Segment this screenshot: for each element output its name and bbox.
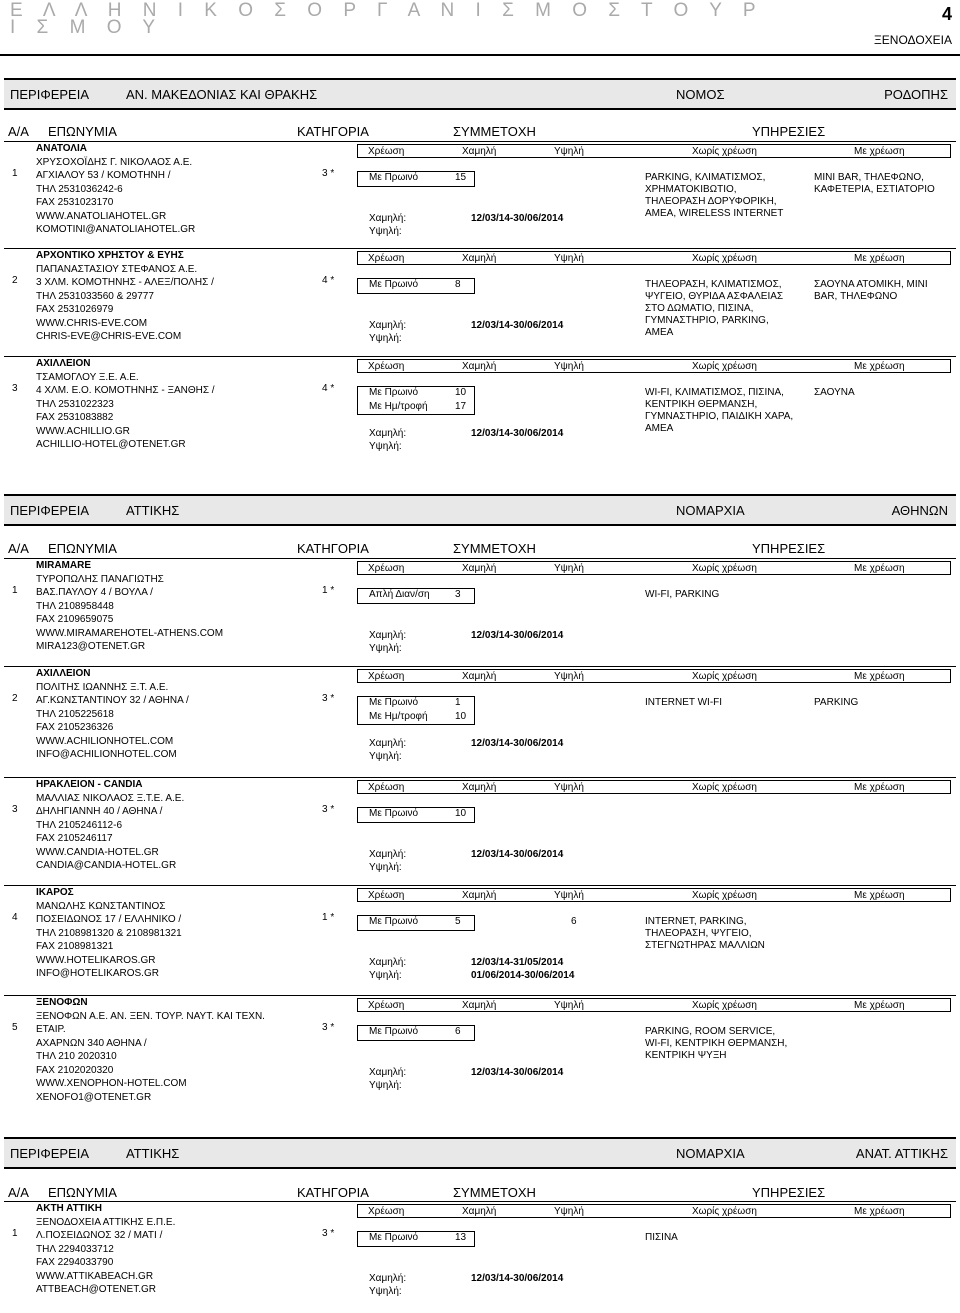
hotel-web: WWW.ACHILIONHOTEL.COM [36, 735, 174, 747]
hotel-owner: ΕΤΑΙΡ. [36, 1024, 66, 1035]
entry-number: 1 [12, 585, 18, 596]
hotel-owner: ΤΥΡΟΠΩΛΗΣ ΠΑΝΑΓΙΩΤΗΣ [36, 573, 164, 585]
entry-number: 3 [12, 383, 18, 394]
services-free: ΠΙΣΙΝΑ [645, 1232, 678, 1243]
rate-header-free: Χωρίς χρέωση [692, 782, 757, 793]
rate-header-low: Χαμηλή [462, 361, 497, 372]
column-category: ΚΑΤΗΓΟΡΙΑ [297, 541, 369, 556]
hotel-name: ΑΡΧΟΝΤΙΚΟ ΧΡΗΣΤΟΥ & ΕΥΗΣ [36, 250, 184, 261]
hotel-address: Λ.ΠΟΣΕΙΔΩΝΟΣ 32 / ΜΑΤΙ / [36, 1230, 163, 1241]
hotel-web: WWW.MIRAMAREHOTEL-ATHENS.COM [36, 627, 224, 639]
rate-table-header [357, 669, 951, 683]
hotel-name: ΑΚΤΗ ΑΤΤΙΚΗ [36, 1203, 103, 1214]
season-low-label: Χαμηλή: [369, 737, 407, 749]
column-name: ΕΠΩΝΥΜΙΑ [48, 124, 117, 139]
season-low-label: Χαμηλή: [369, 1272, 407, 1284]
hotel-email: MIRA123@OTENET.GR [36, 641, 146, 652]
column-participation: ΣΥΜΜΕΤΟΧΗ [453, 1185, 536, 1200]
region-label: ΠΕΡΙΦΕΡΕΙΑ [10, 1146, 90, 1161]
region-header [4, 78, 956, 110]
column-services: ΥΠΗΡΕΣΙΕΣ [752, 1185, 826, 1200]
hotel-info [36, 886, 306, 981]
rate-table [357, 669, 951, 764]
rate-low: 13 [455, 1232, 467, 1243]
hotel-address: ΔΗΛΗΓΙΑΝΝΗ 40 / ΑΘΗΝΑ / [36, 806, 163, 817]
spacer [357, 373, 951, 387]
rate-low: 5 [455, 916, 461, 927]
rate-low: 6 [455, 1026, 461, 1037]
hotel-info [36, 1202, 306, 1297]
hotel-name: ΙΚΑΡΟΣ [36, 887, 74, 898]
column-services: ΥΠΗΡΕΣΙΕΣ [752, 541, 826, 556]
region-name: ΑΝ. ΜΑΚΕΔΟΝΙΑΣ ΚΑΙ ΘΡΑΚΗΣ [126, 87, 318, 102]
hotel-name: ΑΧΙΛΛΕΙΟΝ [36, 358, 91, 369]
region-header [4, 1137, 956, 1169]
rate-header-high: Υψηλή [554, 563, 584, 574]
column-aa: Α/Α [8, 541, 29, 556]
rate-header-free: Χωρίς χρέωση [692, 563, 757, 574]
rate-header-low: Χαμηλή [462, 782, 497, 793]
hotel-owner: ΧΡΥΣΟΧΟΪΔΗΣ Γ. ΝΙΚΟΛΑΟΣ Α.Ε. [36, 156, 193, 168]
hotel-entry [4, 249, 956, 353]
rate-box [357, 696, 475, 725]
hotel-email: CANDIA@CANDIA-HOTEL.GR [36, 860, 177, 871]
spacer [357, 683, 951, 697]
rate-box [357, 386, 475, 415]
season-high-row [357, 440, 951, 454]
rate-header-high: Υψηλή [554, 361, 584, 372]
hotel-owner: ΜΑΝΩΛΗΣ ΚΩΝΣΤΑΝΤΙΝΟΣ [36, 900, 166, 912]
hotel-phone: ΤΗΛ 210 2020310 [36, 1051, 117, 1062]
rate-table-header [357, 251, 951, 265]
season-high-row [357, 225, 951, 239]
season-low-period: 12/03/14-30/06/2014 [471, 212, 564, 224]
hotel-web: WWW.HOTELIKAROS.GR [36, 954, 156, 966]
hotel-entry [4, 996, 956, 1103]
rate-header-high: Υψηλή [554, 1206, 584, 1217]
region-label: ΠΕΡΙΦΕΡΕΙΑ [10, 87, 90, 102]
entry-number: 5 [12, 1022, 18, 1033]
district-label: ΝΟΜΑΡΧΙΑ [676, 1146, 745, 1161]
rate-type: Με Πρωινό [369, 697, 419, 708]
region-name: ΑΤΤΙΚΗΣ [126, 503, 180, 518]
season-high-label: Υψηλή: [369, 643, 402, 654]
hotel-name: ΑΧΙΛΛΕΙΟΝ [36, 668, 91, 679]
season-high-period: 01/06/2014-30/06/2014 [471, 970, 575, 981]
hotel-entry [4, 559, 956, 663]
hotel-owner: ΞΕΝΟΔΟΧΕΙΑ ΑΤΤΙΚΗΣ Ε.Π.Ε. [36, 1216, 176, 1228]
season-low-label: Χαμηλή: [369, 1066, 407, 1078]
season-high-row [357, 861, 951, 875]
rate-header-paid: Με χρέωση [854, 890, 905, 901]
column-category: ΚΑΤΗΓΟΡΙΑ [297, 1185, 369, 1200]
rate-low: 10 [455, 710, 467, 722]
hotel-name: ΗΡΑΚΛΕΙΟΝ - CANDIA [36, 779, 143, 790]
spacer [357, 265, 951, 279]
hotel-name: ΞΕΝΟΦΩΝ [36, 997, 88, 1008]
rate-header-paid: Με χρέωση [854, 1000, 905, 1011]
hotel-category: 4 * [322, 275, 335, 286]
services-paid: MINI BAR, ΤΗΛΕΦΩΝΟ, ΚΑΦΕΤΕΡΙΑ, ΕΣΤΙΑΤΟΡΙΟ [814, 172, 935, 195]
column-participation: ΣΥΜΜΕΤΟΧΗ [453, 541, 536, 556]
divider [0, 54, 960, 56]
hotel-name: ΑΝΑΤΟΛΙΑ [36, 143, 87, 154]
hotel-email: KOMOTINI@ANATOLIAHOTEL.GR [36, 224, 196, 235]
hotel-entry [4, 778, 956, 882]
season-low-row [357, 956, 951, 970]
district-label: ΝΟΜΑΡΧΙΑ [676, 503, 745, 518]
rate-table [357, 1204, 951, 1299]
rate-table-header [357, 561, 951, 575]
district-name: ΑΘΗΝΩΝ [891, 503, 948, 518]
services-paid: ΣΑΟΥΝΑ ΑΤΟΜΙΚΗ, MINI BAR, ΤΗΛΕΦΩΝΟ [814, 279, 928, 302]
season-low-row [357, 629, 951, 643]
rate-type: Με Πρωινό [369, 808, 419, 819]
hotel-owner: ΤΣΑΜΟΓΛΟΥ Ξ.Ε. Α.Ε. [36, 371, 139, 383]
rate-table-header [357, 359, 951, 373]
hotel-web: WWW.ACHILLIO.GR [36, 425, 130, 437]
spacer [357, 1245, 951, 1259]
rate-header-free: Χωρίς χρέωση [692, 146, 757, 157]
hotel-fax: FAX 2531023170 [36, 197, 114, 208]
services-paid: PARKING [814, 697, 859, 708]
hotel-fax: FAX 2531026979 [36, 304, 114, 315]
rate-low: 15 [455, 172, 467, 183]
hotel-phone: ΤΗΛ 2294033712 [36, 1243, 114, 1255]
hotel-info [36, 249, 306, 344]
hotel-fax: FAX 2105236326 [36, 722, 114, 733]
spacer [357, 1218, 951, 1232]
hotel-fax: FAX 2108981321 [36, 941, 114, 952]
rate-type: Με Ημ/τροφή [369, 400, 428, 412]
season-high-label: Υψηλή: [369, 1286, 402, 1297]
column-aa: Α/Α [8, 1185, 29, 1200]
rate-low: 1 [455, 697, 461, 708]
rate-type: Απλή Διαν/ση [369, 589, 430, 600]
spacer [357, 1258, 951, 1272]
hotel-entry [4, 142, 956, 246]
hotel-category: 1 * [322, 912, 335, 923]
season-low-period: 12/03/14-30/06/2014 [471, 1272, 564, 1284]
hotel-category: 3 * [322, 693, 335, 704]
region-header [4, 494, 956, 526]
hotel-owner: ΞΕΝΟΦΩΝ Α.Ε. ΑΝ. ΞΕΝ. ΤΟΥΡ. ΝΑΥΤ. ΚΑΙ ΤΕΧΝ. [36, 1010, 265, 1022]
district-name: ΑΝΑΤ. ΑΤΤΙΚΗΣ [855, 1146, 948, 1161]
rate-header-high: Υψηλή [554, 782, 584, 793]
column-services: ΥΠΗΡΕΣΙΕΣ [752, 124, 826, 139]
rate-header-charge: Χρέωση [368, 890, 405, 901]
hotel-phone: ΤΗΛ 2108981320 & 2108981321 [36, 927, 182, 939]
rate-header-low: Χαμηλή [462, 253, 497, 264]
rate-header-charge: Χρέωση [368, 1000, 405, 1011]
hotel-web: WWW.CANDIA-HOTEL.GR [36, 846, 159, 858]
hotel-phone: ΤΗΛ 2105225618 [36, 708, 114, 720]
hotel-phone: ΤΗΛ 2108958448 [36, 600, 114, 612]
rate-header-charge: Χρέωση [368, 146, 405, 157]
rate-type: Με Ημ/τροφή [369, 710, 428, 722]
rate-header-low: Χαμηλή [462, 1206, 497, 1217]
spacer [357, 575, 951, 589]
hotel-info [36, 142, 306, 237]
rate-table-header [357, 998, 951, 1012]
rate-table [357, 780, 951, 875]
district-label: ΝΟΜΟΣ [676, 87, 725, 102]
rate-type: Με Πρωινό [369, 916, 419, 927]
hotel-email: ATTBEACH@OTENET.GR [36, 1284, 156, 1295]
season-low-row [357, 737, 951, 751]
season-low-label: Χαμηλή: [369, 848, 407, 860]
hotel-fax: FAX 2102020320 [36, 1064, 114, 1076]
spacer [357, 602, 951, 616]
hotel-info [36, 559, 306, 654]
column-header [4, 122, 956, 142]
season-low-period: 12/03/14-30/06/2014 [471, 427, 564, 439]
hotel-phone: ΤΗΛ 2531033560 & 29777 [36, 290, 154, 302]
hotel-address: ΑΓ.ΚΩΝΣΤΑΝΤΙΝΟΥ 32 / ΑΘΗΝΑ / [36, 695, 189, 706]
rate-header-charge: Χρέωση [368, 563, 405, 574]
season-high-row [357, 969, 951, 983]
rate-header-high: Υψηλή [554, 890, 584, 901]
region-label: ΠΕΡΙΦΕΡΕΙΑ [10, 503, 90, 518]
hotel-email: XENOFO1@OTENET.GR [36, 1091, 152, 1103]
hotel-email: ACHILLIO-HOTEL@OTENET.GR [36, 439, 186, 450]
rate-header-charge: Χρέωση [368, 1206, 405, 1217]
hotel-phone: ΤΗΛ 2531036242-6 [36, 183, 123, 195]
hotel-category: 1 * [322, 585, 335, 596]
rate-header-paid: Με χρέωση [854, 253, 905, 264]
season-high-row [357, 1285, 951, 1299]
season-low-period: 12/03/14-30/06/2014 [471, 319, 564, 331]
rate-header-free: Χωρίς χρέωση [692, 361, 757, 372]
season-high-row [357, 642, 951, 656]
hotel-web: WWW.ATTIKABEACH.GR [36, 1270, 154, 1282]
season-low-label: Χαμηλή: [369, 212, 407, 224]
rate-header-charge: Χρέωση [368, 671, 405, 682]
season-high-label: Υψηλή: [369, 1080, 402, 1091]
rate-header-charge: Χρέωση [368, 253, 405, 264]
hotel-owner: ΠΟΛΙΤΗΣ ΙΩΑΝΝΗΣ Ξ.Τ. Α.Ε. [36, 681, 169, 693]
rate-table-header [357, 780, 951, 794]
rate-type: Με Πρωινό [369, 279, 419, 290]
rate-type: Με Πρωινό [369, 1026, 419, 1037]
column-participation: ΣΥΜΜΕΤΟΧΗ [453, 124, 536, 139]
hotel-address: ΒΑΣ.ΠΑΥΛΟΥ 4 / ΒΟΥΛΑ / [36, 587, 153, 598]
season-low-row [357, 1272, 951, 1286]
services-free: INTERNET WI-FI [645, 697, 723, 708]
organization-banner: Ε Λ Λ Η Ν Ι Κ Ο Σ Ο Ρ Γ Α Ν Ι Σ Μ Ο Σ Τ Ο Υ Ρ Ι Σ Μ Ο Υ [10, 2, 758, 36]
season-high-label: Υψηλή: [369, 333, 402, 344]
hotel-entry [4, 667, 956, 771]
rate-header-low: Χαμηλή [462, 890, 497, 901]
hotel-owner: ΠΑΠΑΝΑΣΤΑΣΙΟΥ ΣΤΕΦΑΝΟΣ Α.Ε. [36, 263, 198, 275]
season-high-label: Υψηλή: [369, 751, 402, 762]
hotel-fax: FAX 2531083882 [36, 412, 114, 423]
hotel-address: 4 ΧΛΜ. Ε.Ο. ΚΟΜΟΤΗΝΗΣ - ΞΑΝΘΗΣ / [36, 385, 215, 396]
services-free: PARKING, ROOM SERVICE, WI-FI, ΚΕΝΤΡΙΚΗ ΘΕΡΜΑΝΣΗ, ΚΕΝΤΡΙΚΗ ΨΥΞΗ [645, 1026, 788, 1061]
rate-header-high: Υψηλή [554, 671, 584, 682]
season-low-row [357, 848, 951, 862]
rate-header-high: Υψηλή [554, 146, 584, 157]
entry-number: 2 [12, 275, 18, 286]
hotel-phone: ΤΗΛ 2531022323 [36, 398, 114, 410]
rate-type: Με Πρωινό [369, 172, 419, 183]
region-name: ΑΤΤΙΚΗΣ [126, 1146, 180, 1161]
season-high-label: Υψηλή: [369, 441, 402, 452]
season-low-label: Χαμηλή: [369, 629, 407, 641]
hotel-address: ΑΓΧΙΑΛΟΥ 53 / ΚΟΜΟΤΗΝΗ / [36, 170, 171, 181]
rate-header-low: Χαμηλή [462, 563, 497, 574]
column-category: ΚΑΤΗΓΟΡΙΑ [297, 124, 369, 139]
season-low-period: 12/03/14-30/06/2014 [471, 629, 564, 641]
rate-header-free: Χωρίς χρέωση [692, 1000, 757, 1011]
spacer [357, 158, 951, 172]
hotel-info [36, 996, 306, 1104]
spacer [357, 902, 951, 916]
entry-number: 1 [12, 168, 18, 179]
rate-low: 10 [455, 387, 467, 398]
spacer [357, 1012, 951, 1026]
rate-header-free: Χωρίς χρέωση [692, 890, 757, 901]
hotel-email: INFO@ACHILIONHOTEL.COM [36, 749, 177, 760]
hotel-address: ΑΧΑΡΝΩΝ 340 ΑΘΗΝΑ / [36, 1037, 147, 1049]
services-free: ΤΗΛΕΟΡΑΣΗ, ΚΛΙΜΑΤΙΣΜΟΣ, ΨΥΓΕΙΟ, ΘΥΡΙΔΑ ΑΣΦΑΛΕΙΑΣ ΣΤΟ ΔΩΜΑΤΙΟ, ΠΙΣΙΝΑ, ΓΥΜΝΑΣΤΗΡΙΟ, PARKING, ΑΜΕΑ [645, 279, 784, 338]
hotel-entry [4, 1202, 956, 1306]
hotel-entry [4, 886, 956, 990]
season-high-row [357, 750, 951, 764]
rate-header-high: Υψηλή [554, 253, 584, 264]
rate-header-low: Χαμηλή [462, 671, 497, 682]
rate-table [357, 561, 951, 656]
hotel-entry [4, 357, 956, 461]
services-free: INTERNET, PARKING, ΤΗΛΕΟΡΑΣΗ, ΨΥΓΕΙΟ, ΣΤΕΓΝΩΤΗΡΑΣ ΜΑΛΛΙΩΝ [645, 916, 765, 951]
column-header [4, 1183, 956, 1203]
entry-number: 1 [12, 1228, 18, 1239]
rate-low: 17 [455, 400, 467, 412]
season-high-label: Υψηλή: [369, 970, 402, 981]
rate-table-header [357, 1204, 951, 1218]
hotel-web: WWW.CHRIS-EVE.COM [36, 317, 148, 329]
hotel-info [36, 667, 306, 762]
rate-header-low: Χαμηλή [462, 146, 497, 157]
entry-number: 4 [12, 912, 18, 923]
hotel-category: 3 * [322, 168, 335, 179]
document-title: ΞΕΝΟΔΟΧΕΙΑ [874, 33, 952, 47]
rate-table-header [357, 888, 951, 902]
hotel-info [36, 778, 306, 873]
season-low-period: 12/03/14-30/06/2014 [471, 848, 564, 860]
rate-header-charge: Χρέωση [368, 782, 405, 793]
rate-header-paid: Με χρέωση [854, 146, 905, 157]
season-low-label: Χαμηλή: [369, 319, 407, 331]
rate-header-paid: Με χρέωση [854, 563, 905, 574]
hotel-category: 3 * [322, 804, 335, 815]
district-name: ΡΟΔΟΠΗΣ [884, 87, 948, 102]
rate-table-header [357, 144, 951, 158]
hotel-info [36, 357, 306, 452]
column-header [4, 539, 956, 559]
hotel-fax: FAX 2105246117 [36, 833, 113, 844]
spacer [357, 723, 951, 737]
rate-header-low: Χαμηλή [462, 1000, 497, 1011]
rate-header-paid: Με χρέωση [854, 361, 905, 372]
hotel-web: WWW.XENOPHON-HOTEL.COM [36, 1078, 187, 1089]
rate-header-free: Χωρίς χρέωση [692, 1206, 757, 1217]
rate-header-free: Χωρίς χρέωση [692, 671, 757, 682]
hotel-address: 3 ΧΛΜ. ΚΟΜΟΤΗΝΗΣ - ΑΛΕΞ/ΠΟΛΗΣ / [36, 277, 214, 288]
rate-header-paid: Με χρέωση [854, 782, 905, 793]
hotel-category: 4 * [322, 383, 335, 394]
spacer [357, 834, 951, 848]
rate-low: 8 [455, 279, 461, 290]
hotel-address: ΠΟΣΕΙΔΩΝΟΣ 17 / ΕΛΛΗΝΙΚΟ / [36, 914, 182, 925]
hotel-fax: FAX 2109659075 [36, 614, 114, 625]
services-free: WI-FI, PARKING [645, 589, 720, 600]
hotel-web: WWW.ANATOLIAHOTEL.GR [36, 210, 167, 222]
services-paid: ΣΑΟΥΝΑ [814, 387, 855, 398]
spacer [357, 794, 951, 808]
season-high-row [357, 1079, 951, 1093]
page-number: 4 [941, 4, 952, 24]
rate-low: 10 [455, 808, 467, 819]
rate-header-charge: Χρέωση [368, 361, 405, 372]
season-high-label: Υψηλή: [369, 226, 402, 237]
rate-high: 6 [571, 916, 577, 927]
rate-low: 3 [455, 589, 461, 600]
hotel-category: 3 * [322, 1022, 335, 1033]
season-low-row [357, 1066, 951, 1080]
spacer [357, 821, 951, 835]
column-name: ΕΠΩΝΥΜΙΑ [48, 1185, 117, 1200]
rate-header-paid: Με χρέωση [854, 1206, 905, 1217]
hotel-fax: FAX 2294033790 [36, 1257, 114, 1268]
rate-header-high: Υψηλή [554, 1000, 584, 1011]
rate-type: Με Πρωινό [369, 387, 419, 398]
column-aa: Α/Α [8, 124, 29, 139]
hotel-owner: ΜΑΛΛΙΑΣ ΝΙΚΟΛΑΟΣ Ξ.Τ.Ε. Α.Ε. [36, 792, 185, 804]
season-high-label: Υψηλή: [369, 862, 402, 873]
rate-type: Με Πρωινό [369, 1232, 419, 1243]
hotel-phone: ΤΗΛ 2105246112-6 [36, 819, 123, 831]
hotel-email: CHRIS-EVE@CHRIS-EVE.COM [36, 331, 182, 342]
season-low-label: Χαμηλή: [369, 956, 407, 968]
season-low-period: 12/03/14-30/06/2014 [471, 1066, 564, 1078]
hotel-email: INFO@HOTELIKAROS.GR [36, 968, 159, 979]
rate-header-free: Χωρίς χρέωση [692, 253, 757, 264]
hotel-name: MIRAMARE [36, 560, 91, 571]
entry-number: 2 [12, 693, 18, 704]
season-low-period: 12/03/14-30/06/2014 [471, 737, 564, 749]
services-free: WI-FI, ΚΛΙΜΑΤΙΣΜΟΣ, ΠΙΣΙΝΑ, ΚΕΝΤΡΙΚΗ ΘΕΡΜΑΝΣΗ, ΓΥΜΝΑΣΤΗΡΙΟ, ΠΑΙΔΙΚΗ ΧΑΡΑ, ΑΜΕΑ [645, 387, 794, 434]
season-low-label: Χαμηλή: [369, 427, 407, 439]
season-low-period: 12/03/14-31/05/2014 [471, 956, 564, 968]
rate-header-paid: Με χρέωση [854, 671, 905, 682]
spacer [357, 615, 951, 629]
entry-number: 3 [12, 804, 18, 815]
services-free: PARKING, ΚΛΙΜΑΤΙΣΜΟΣ, ΧΡΗΜΑΤΟΚΙΒΩΤΙΟ, ΤΗΛΕΟΡΑΣΗ ΔΟΡΥΦΟΡΙΚΗ, ΑΜΕΑ, WIRELESS INTERNET [645, 172, 784, 219]
column-name: ΕΠΩΝΥΜΙΑ [48, 541, 117, 556]
hotel-category: 3 * [322, 1228, 335, 1239]
